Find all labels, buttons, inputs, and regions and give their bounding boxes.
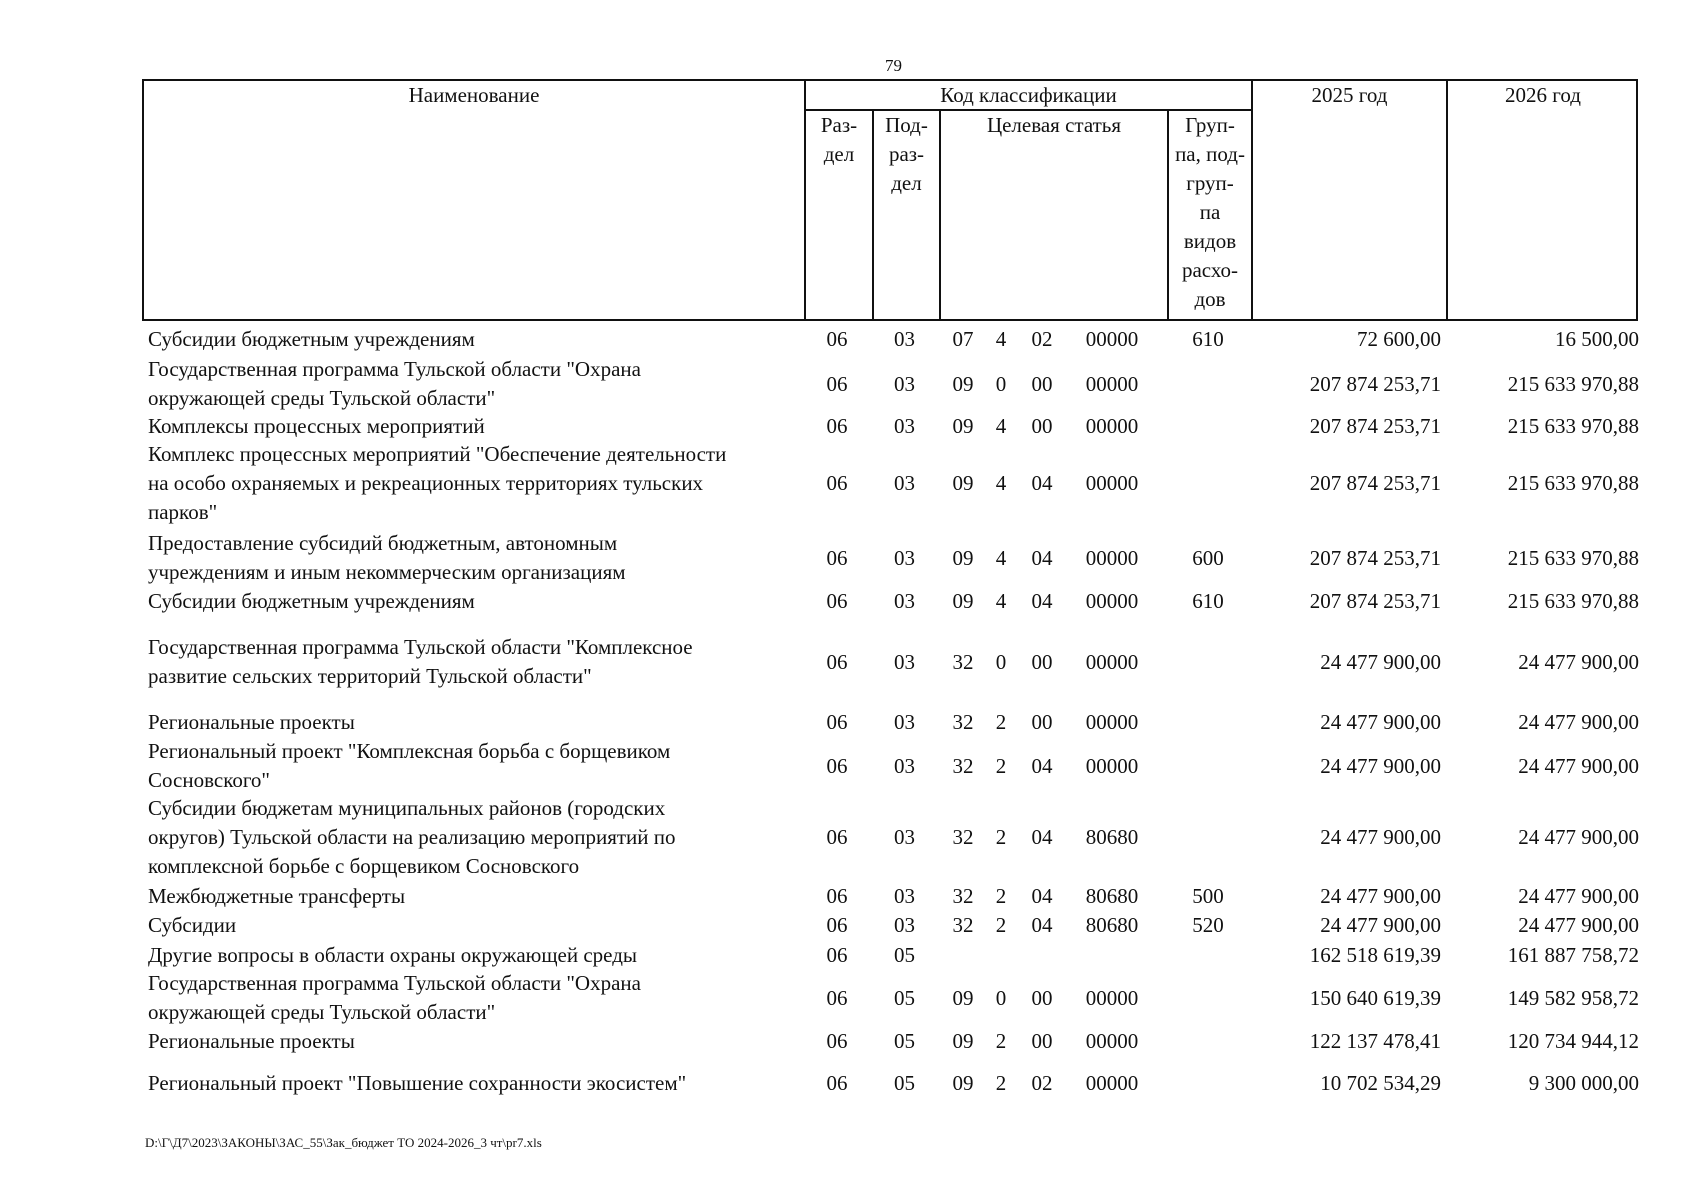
cell-target-program: 32 (952, 825, 974, 849)
header-podrazdel-line: раз- (888, 142, 925, 166)
table-row (142, 737, 1642, 795)
header-divider (939, 111, 941, 319)
cell-target-subprogram: 04 (1031, 913, 1053, 937)
cell-target-program: 09 (952, 414, 974, 438)
cell-name-line: Региональные проекты (148, 710, 355, 734)
cell-podrazdel: 03 (894, 471, 915, 495)
cell-target-program: 32 (952, 649, 974, 674)
cell-podrazdel: 03 (894, 414, 915, 438)
cell-name (148, 587, 798, 616)
header-group-line: Груп- (1185, 113, 1235, 137)
cell-podrazdel: 05 (894, 1029, 915, 1053)
cell-target-direction: 00000 (1085, 1029, 1139, 1053)
cell-target-subprogram: 02 (1031, 1071, 1053, 1095)
cell-2025: 162 518 619,39 (1309, 943, 1441, 967)
cell-podrazdel: 03 (894, 649, 915, 674)
cell-2026: 120 734 944,12 (1507, 1029, 1639, 1053)
table-row (142, 941, 1642, 970)
cell-podrazdel: 03 (894, 825, 915, 849)
header-podrazdel-line: дел (891, 171, 922, 195)
cell-target-type: 4 (995, 414, 1007, 438)
cell-target-subprogram: 04 (1031, 545, 1053, 570)
header-podrazdel-line: Под- (885, 113, 928, 137)
cell-target-program: 32 (952, 753, 974, 778)
cell-name-line: Региональный проект "Комплексная борьба с борщевиком (148, 739, 671, 763)
cell-razdel: 06 (826, 753, 848, 778)
cell-razdel: 06 (826, 545, 848, 570)
cell-target-direction: 00000 (1085, 371, 1139, 396)
header-divider (1446, 81, 1448, 319)
cell-podrazdel: 03 (894, 753, 915, 778)
cell-name (148, 941, 798, 970)
cell-target-program: 09 (952, 1029, 974, 1053)
header-group-line: дов (1194, 287, 1226, 311)
cell-podrazdel: 03 (894, 545, 915, 570)
cell-2026: 24 477 900,00 (1518, 825, 1639, 849)
cell-razdel: 06 (826, 825, 848, 849)
cell-name (148, 911, 798, 940)
cell-name-line: комплексной борьбе с борщевиком Сосновского (148, 854, 580, 878)
cell-target-subprogram: 00 (1031, 649, 1053, 674)
cell-name-line: Региональный проект "Повышение сохранности экосистем" (148, 1071, 687, 1095)
cell-podrazdel: 05 (894, 985, 915, 1010)
cell-name (148, 325, 798, 354)
cell-target-subprogram: 02 (1031, 327, 1053, 351)
cell-razdel: 06 (826, 649, 848, 674)
cell-2026: 9 300 000,00 (1528, 1071, 1639, 1095)
cell-name-line: Субсидии бюджетным учреждениям (148, 327, 475, 351)
cell-name-line: Сосновского" (148, 768, 271, 792)
cell-podrazdel: 03 (894, 371, 915, 396)
table-row (142, 882, 1642, 911)
cell-name-line: окружающей среды Тульской области" (148, 386, 496, 410)
cell-2026: 24 477 900,00 (1518, 753, 1639, 778)
cell-target-type: 2 (995, 753, 1007, 778)
header-group-line: расхо- (1181, 258, 1239, 282)
cell-target-type: 2 (995, 1071, 1007, 1095)
header-razdel-line: Раз- (820, 113, 858, 137)
cell-name (148, 1069, 798, 1098)
cell-razdel: 06 (826, 471, 848, 495)
cell-target-type: 0 (995, 649, 1007, 674)
cell-razdel: 06 (826, 913, 848, 937)
cell-target-direction: 00000 (1085, 327, 1139, 351)
header-group-line: видов (1183, 229, 1237, 253)
footer-file-path: D:\Г\Д7\2023\ЗАКОНЫ\ЗАС_55\Зак_бюджет ТО 2024-2026_3 чт\pr7.xls (145, 1135, 542, 1150)
cell-razdel: 06 (826, 985, 848, 1010)
cell-group: 610 (1192, 589, 1224, 613)
cell-2025: 207 874 253,71 (1309, 545, 1441, 570)
cell-2025: 207 874 253,71 (1309, 371, 1441, 396)
cell-2026: 215 633 970,88 (1507, 589, 1639, 613)
cell-group: 610 (1192, 327, 1224, 351)
cell-target-program: 09 (952, 589, 974, 613)
table-row (142, 325, 1642, 354)
cell-name-line: Государственная программа Тульской области "Охрана (148, 357, 641, 381)
page-number: 79 (885, 56, 902, 75)
cell-target-direction: 00000 (1085, 589, 1139, 613)
cell-group: 500 (1192, 884, 1224, 908)
cell-target-direction: 00000 (1085, 545, 1139, 570)
cell-2026: 149 582 958,72 (1507, 985, 1639, 1010)
cell-name (148, 633, 798, 691)
cell-target-subprogram: 00 (1031, 985, 1053, 1010)
cell-name-line: Комплексы процессных мероприятий (148, 414, 485, 438)
cell-2025: 24 477 900,00 (1320, 753, 1441, 778)
cell-razdel: 06 (826, 414, 848, 438)
cell-target-subprogram: 00 (1031, 371, 1053, 396)
cell-target-program: 09 (952, 371, 974, 396)
cell-name-line: Субсидии бюджетным учреждениям (148, 589, 475, 613)
header-group-line: груп- (1186, 171, 1234, 195)
cell-name-line: Другие вопросы в области охраны окружающей среды (148, 943, 637, 967)
cell-name-line: развитие сельских территорий Тульской области" (148, 664, 592, 688)
cell-target-type: 2 (995, 710, 1007, 734)
cell-target-direction: 00000 (1085, 471, 1139, 495)
cell-target-subprogram: 04 (1031, 884, 1053, 908)
cell-podrazdel: 05 (894, 943, 915, 967)
cell-podrazdel: 03 (894, 884, 915, 908)
cell-name (148, 440, 798, 527)
cell-target-subprogram: 04 (1031, 753, 1053, 778)
cell-target-type: 2 (995, 1029, 1007, 1053)
cell-2025: 207 874 253,71 (1309, 589, 1441, 613)
cell-razdel: 06 (826, 327, 848, 351)
cell-target-direction: 80680 (1085, 884, 1139, 908)
table-row (142, 708, 1642, 737)
cell-2025: 24 477 900,00 (1320, 710, 1441, 734)
cell-2025: 150 640 619,39 (1309, 985, 1441, 1010)
cell-name (148, 708, 798, 737)
cell-razdel: 06 (826, 710, 848, 734)
cell-name (148, 882, 798, 911)
cell-podrazdel: 03 (894, 327, 915, 351)
header-name: Наименование (408, 83, 540, 107)
cell-target-type: 2 (995, 825, 1007, 849)
cell-2026: 161 887 758,72 (1507, 943, 1639, 967)
cell-2026: 16 500,00 (1555, 327, 1639, 351)
header-target: Целевая статья (986, 113, 1122, 137)
header-year-2025: 2025 год (1311, 83, 1388, 107)
cell-name (148, 737, 798, 795)
cell-target-direction: 00000 (1085, 710, 1139, 734)
cell-2025: 10 702 534,29 (1320, 1071, 1441, 1095)
cell-2026: 24 477 900,00 (1518, 913, 1639, 937)
cell-target-subprogram: 00 (1031, 414, 1053, 438)
header-year-2026: 2026 год (1505, 83, 1581, 107)
cell-razdel: 06 (826, 884, 848, 908)
cell-name-line: Региональные проекты (148, 1029, 355, 1053)
cell-target-subprogram: 00 (1031, 1029, 1053, 1053)
cell-name (148, 794, 798, 881)
cell-name-line: Предоставление субсидий бюджетным, автономным (148, 531, 618, 555)
header-podrazdel (874, 111, 939, 198)
table-row (142, 969, 1642, 1027)
cell-target-type: 0 (995, 371, 1007, 396)
cell-target-program: 32 (952, 884, 974, 908)
header-group-line: па (1199, 200, 1221, 224)
cell-name (148, 969, 798, 1027)
cell-name (148, 412, 798, 441)
cell-target-direction: 00000 (1085, 1071, 1139, 1095)
cell-target-type: 4 (995, 545, 1007, 570)
cell-podrazdel: 05 (894, 1071, 915, 1095)
cell-target-program: 09 (952, 545, 974, 570)
cell-name-line: Государственная программа Тульской области "Комплексное (148, 635, 693, 659)
header-razdel (806, 111, 872, 169)
cell-target-program: 32 (952, 710, 974, 734)
table-row (142, 794, 1642, 881)
cell-target-type: 4 (995, 327, 1007, 351)
cell-target-direction: 80680 (1085, 913, 1139, 937)
cell-2026: 215 633 970,88 (1507, 371, 1639, 396)
cell-target-direction: 80680 (1085, 825, 1139, 849)
cell-2026: 24 477 900,00 (1518, 884, 1639, 908)
header-classification: Код классификации (940, 83, 1117, 107)
table-row (142, 911, 1642, 940)
header-razdel-line: дел (823, 142, 855, 166)
cell-name-line: Межбюджетные трансферты (148, 884, 406, 908)
cell-name-line: окружающей среды Тульской области" (148, 1000, 496, 1024)
cell-target-direction: 00000 (1085, 985, 1139, 1010)
cell-2025: 207 874 253,71 (1309, 471, 1441, 495)
cell-2025: 24 477 900,00 (1320, 913, 1441, 937)
cell-target-subprogram: 00 (1031, 710, 1053, 734)
cell-podrazdel: 03 (894, 710, 915, 734)
cell-2025: 24 477 900,00 (1320, 649, 1441, 674)
table-row (142, 355, 1642, 413)
cell-target-type: 2 (995, 913, 1007, 937)
cell-target-direction: 00000 (1085, 649, 1139, 674)
cell-target-direction: 00000 (1085, 414, 1139, 438)
table-row (142, 633, 1642, 691)
table-row (142, 440, 1642, 527)
cell-target-type: 0 (995, 985, 1007, 1010)
cell-name-line: Государственная программа Тульской области "Охрана (148, 971, 641, 995)
cell-target-type: 2 (995, 884, 1007, 908)
cell-razdel: 06 (826, 1029, 848, 1053)
cell-target-program: 32 (952, 913, 974, 937)
cell-group: 600 (1192, 545, 1224, 570)
cell-name-line: учреждениям и иным некоммерческим организациям (148, 560, 626, 584)
cell-2025: 207 874 253,71 (1309, 414, 1441, 438)
table-row (142, 412, 1642, 441)
cell-name-line: Комплекс процессных мероприятий "Обеспечение деятельности (148, 442, 727, 466)
cell-razdel: 06 (826, 943, 848, 967)
table-row (142, 529, 1642, 587)
cell-target-program: 07 (952, 327, 974, 351)
cell-2026: 24 477 900,00 (1518, 649, 1639, 674)
header-divider (1251, 81, 1253, 319)
cell-target-subprogram: 04 (1031, 471, 1053, 495)
cell-target-subprogram: 04 (1031, 589, 1053, 613)
cell-razdel: 06 (826, 1071, 848, 1095)
cell-name-line: Субсидии бюджетам муниципальных районов (городских (148, 796, 666, 820)
header-group (1169, 111, 1251, 314)
cell-name (148, 1027, 798, 1056)
cell-name-line: Субсидии (148, 913, 237, 937)
cell-target-program: 09 (952, 1071, 974, 1095)
cell-2026: 215 633 970,88 (1507, 545, 1639, 570)
cell-razdel: 06 (826, 371, 848, 396)
cell-target-type: 4 (995, 471, 1007, 495)
cell-target-type: 4 (995, 589, 1007, 613)
cell-podrazdel: 03 (894, 913, 915, 937)
cell-target-subprogram: 04 (1031, 825, 1053, 849)
cell-2026: 215 633 970,88 (1507, 414, 1639, 438)
table-row (142, 1069, 1642, 1098)
cell-name-line: парков" (148, 500, 218, 524)
table-row (142, 587, 1642, 616)
cell-name (148, 355, 798, 413)
cell-2026: 24 477 900,00 (1518, 710, 1639, 734)
cell-2025: 24 477 900,00 (1320, 825, 1441, 849)
cell-2025: 24 477 900,00 (1320, 884, 1441, 908)
cell-target-direction: 00000 (1085, 753, 1139, 778)
cell-target-program: 09 (952, 985, 974, 1010)
table-row (142, 1027, 1642, 1056)
cell-name-line: на особо охраняемых и рекреационных территориях тульских (148, 471, 704, 495)
header-group-line: па, под- (1175, 142, 1245, 166)
cell-target-program: 09 (952, 471, 974, 495)
cell-group: 520 (1192, 913, 1224, 937)
cell-name (148, 529, 798, 587)
table-header (142, 79, 1638, 321)
cell-razdel: 06 (826, 589, 848, 613)
cell-2025: 72 600,00 (1357, 327, 1441, 351)
cell-2025: 122 137 478,41 (1309, 1029, 1441, 1053)
cell-2026: 215 633 970,88 (1507, 471, 1639, 495)
cell-podrazdel: 03 (894, 589, 915, 613)
cell-name-line: округов) Тульской области на реализацию мероприятий по (148, 825, 676, 849)
